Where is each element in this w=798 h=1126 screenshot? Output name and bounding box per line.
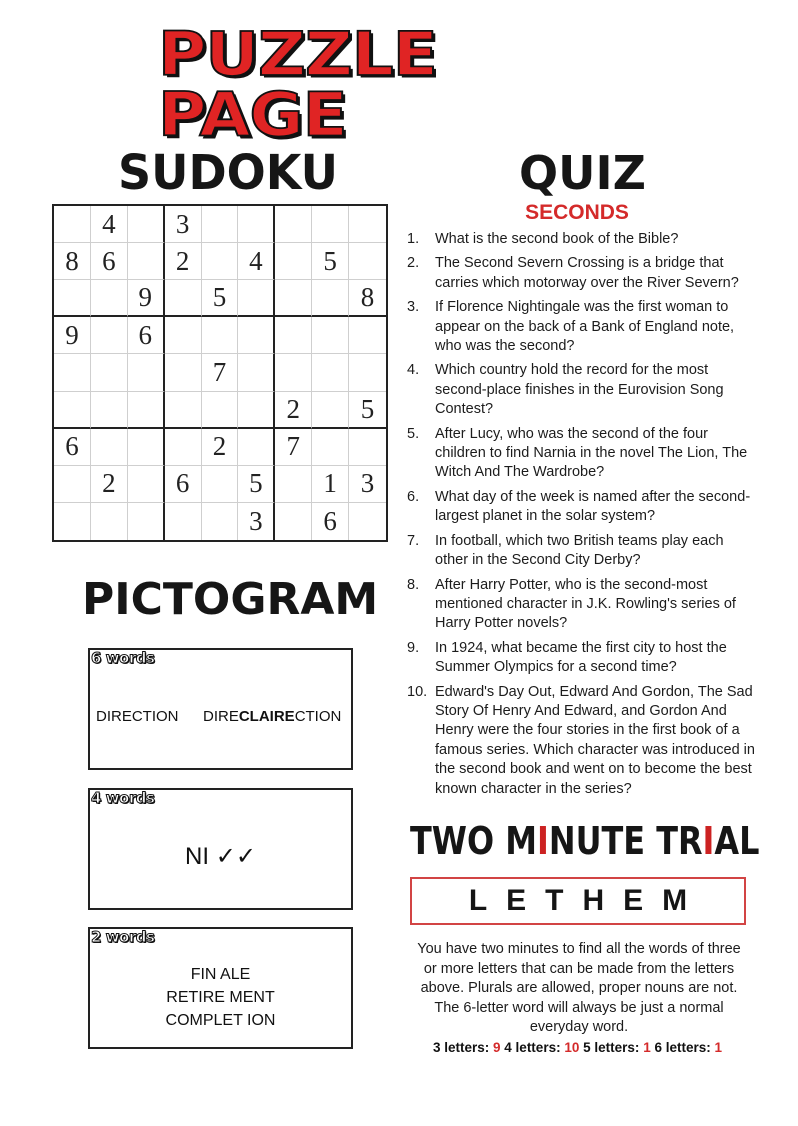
question-number: 9.	[407, 639, 420, 656]
sudoku-cell	[349, 317, 386, 354]
question-number: 2.	[407, 255, 420, 272]
sudoku-cell: 4	[91, 206, 128, 243]
quiz-question	[407, 298, 757, 356]
sudoku-cell	[238, 354, 275, 391]
sudoku-cell	[349, 206, 386, 243]
sudoku-cell	[202, 243, 239, 280]
sudoku-cell	[202, 317, 239, 354]
sudoku-cell	[91, 503, 128, 540]
sudoku-cell	[91, 354, 128, 391]
pictogram-tag: 4 words	[91, 789, 155, 807]
sudoku-cell	[54, 392, 91, 429]
question-text: Edward's Day Out, Edward And Gordon, The Sad Story Of Henry And Edward, and Gordon And Henry were the four stories in the first book of a famous series. Which character was introduced in the second book and went on to become the best known character in the series?	[435, 683, 755, 797]
sudoku-cell	[54, 280, 91, 317]
sudoku-cell	[91, 429, 128, 466]
sudoku-cell: 6	[54, 429, 91, 466]
pictogram-clue-line: COMPLET ION	[165, 1012, 276, 1029]
sudoku-cell	[312, 429, 349, 466]
sudoku-cell: 6	[312, 503, 349, 540]
sudoku-cell	[312, 206, 349, 243]
page-title: PUZZLE PAGE	[158, 18, 437, 151]
pictogram-puzzle-1	[88, 648, 353, 770]
pictogram-tag: 6 words	[91, 649, 155, 667]
hourglass-icon: I	[702, 819, 715, 863]
sudoku-cell	[128, 466, 165, 503]
sudoku-cell: 2	[202, 429, 239, 466]
sudoku-cell: 6	[165, 466, 202, 503]
sudoku-cell	[54, 466, 91, 503]
count-label: 5 letters:	[583, 1040, 640, 1055]
count-value: 1	[714, 1040, 723, 1055]
title-part: AL	[714, 819, 760, 863]
sudoku-cell: 2	[165, 243, 202, 280]
quiz-question	[407, 230, 757, 249]
quiz-question	[407, 576, 757, 634]
quiz-title: QUIZ	[519, 146, 646, 200]
sudoku-cell: 9	[54, 317, 91, 354]
title-part: TWO M	[410, 819, 537, 863]
pictogram-puzzle-2	[88, 788, 353, 910]
sudoku-cell	[202, 206, 239, 243]
sudoku-cell	[165, 392, 202, 429]
sudoku-cell	[165, 429, 202, 466]
question-number: 5.	[407, 425, 420, 442]
sudoku-cell	[275, 206, 312, 243]
sudoku-cell: 6	[91, 243, 128, 280]
sudoku-cell	[275, 466, 312, 503]
sudoku-cell	[349, 354, 386, 391]
sudoku-cell: 5	[312, 243, 349, 280]
quiz-question-list	[407, 230, 757, 804]
pictogram-clue-line: FIN ALE	[190, 966, 251, 983]
title-part: NUTE TR	[548, 819, 703, 863]
question-text: What day of the week is named after the second-largest planet in the solar system?	[435, 488, 751, 525]
sudoku-cell	[128, 354, 165, 391]
two-minute-trial-title	[410, 819, 760, 863]
sudoku-cell	[349, 243, 386, 280]
pictogram-clue-right	[203, 708, 341, 725]
sudoku-cell: 7	[202, 354, 239, 391]
quiz-question	[407, 425, 757, 483]
sudoku-cell	[202, 466, 239, 503]
question-text: The Second Severn Crossing is a bridge that carries which motorway over the River Severn?	[435, 255, 739, 291]
sudoku-cell: 3	[165, 206, 202, 243]
quiz-question	[407, 254, 757, 293]
sudoku-cell: 2	[275, 392, 312, 429]
sudoku-cell	[165, 317, 202, 354]
question-text: In football, which two British teams play each other in the Second City Derby?	[435, 532, 724, 569]
sudoku-cell: 8	[349, 280, 386, 317]
count-value: 1	[643, 1040, 651, 1055]
pictogram-puzzle-3	[88, 927, 353, 1049]
sudoku-cell	[165, 503, 202, 540]
pictogram-clue: NI ✓✓	[185, 843, 256, 870]
sudoku-cell	[128, 503, 165, 540]
question-text: After Harry Potter, who is the second-most mentioned character in J.K. Rowling's series of Harry Potter novels?	[435, 576, 736, 632]
quiz-subtitle: SECONDS	[525, 201, 629, 224]
sudoku-cell	[165, 280, 202, 317]
sudoku-cell: 3	[238, 503, 275, 540]
letters-box	[410, 877, 746, 925]
question-text: What is the second book of the Bible?	[435, 231, 679, 247]
sudoku-cell	[312, 317, 349, 354]
pictogram-clue-list	[90, 963, 351, 1032]
quiz-question	[407, 639, 757, 678]
sudoku-cell	[91, 317, 128, 354]
sudoku-cell	[54, 354, 91, 391]
sudoku-cell: 4	[238, 243, 275, 280]
pictogram-clue-line: RETIRE MENT	[166, 989, 275, 1006]
question-text: Which country hold the record for the most second-place finishes in the Eurovision Song Contest?	[435, 362, 724, 418]
puzzle-letters: LETHEM	[468, 884, 707, 917]
count-label: 3 letters:	[432, 1040, 490, 1055]
sudoku-cell: 2	[91, 466, 128, 503]
pictogram-clue-left: DIRECTION	[96, 708, 179, 725]
sudoku-cell: 5	[238, 466, 275, 503]
sudoku-cell	[54, 503, 91, 540]
sudoku-cell	[202, 503, 239, 540]
sudoku-cell: 3	[349, 466, 386, 503]
sudoku-cell	[165, 354, 202, 391]
sudoku-cell	[275, 317, 312, 354]
sudoku-cell	[275, 354, 312, 391]
sudoku-cell	[349, 503, 386, 540]
question-number: 8.	[407, 576, 420, 593]
pictogram-clue-right-pre: DIRE	[203, 708, 239, 725]
sudoku-cell	[275, 503, 312, 540]
sudoku-cell	[238, 429, 275, 466]
sudoku-title: SUDOKU	[118, 143, 338, 201]
sudoku-cell	[312, 354, 349, 391]
sudoku-cell	[128, 429, 165, 466]
sudoku-cell: 5	[202, 280, 239, 317]
pictogram-title: PICTOGRAM	[82, 574, 379, 625]
sudoku-cell: 8	[54, 243, 91, 280]
sudoku-cell	[54, 206, 91, 243]
sudoku-cell	[128, 243, 165, 280]
two-minute-trial-instructions: You have two minutes to find all the words of three or more letters that can be made from the letters above. Plurals are allowed, proper nouns are not. The 6-letter word will always be just a normal everyday word.	[417, 941, 741, 1035]
sudoku-cell	[312, 280, 349, 317]
sudoku-cell: 7	[275, 429, 312, 466]
question-number: 10.	[407, 683, 428, 700]
quiz-question	[407, 532, 757, 571]
sudoku-cell: 9	[128, 280, 165, 317]
quiz-question	[407, 361, 757, 419]
sudoku-cell	[128, 392, 165, 429]
sudoku-cell	[202, 392, 239, 429]
question-number: 4.	[407, 362, 420, 379]
question-text: In 1924, what became the first city to host the Summer Olympics for a second time?	[435, 639, 727, 676]
sudoku-cell: 5	[349, 392, 386, 429]
count-value: 9	[493, 1040, 501, 1055]
sudoku-cell	[275, 243, 312, 280]
quiz-question	[407, 683, 757, 799]
sudoku-cell	[238, 392, 275, 429]
sudoku-cell	[312, 392, 349, 429]
sudoku-cell	[238, 280, 275, 317]
sudoku-cell	[238, 206, 275, 243]
hourglass-icon: I	[536, 819, 549, 863]
question-number: 3.	[407, 299, 420, 316]
count-label: 6 letters:	[654, 1040, 711, 1055]
pictogram-clue-right-post: CTION	[294, 708, 342, 725]
question-number: 1.	[407, 231, 420, 247]
sudoku-cell	[349, 429, 386, 466]
question-number: 6.	[407, 488, 420, 505]
sudoku-cell	[91, 280, 128, 317]
question-text: After Lucy, who was the second of the four children to find Narnia in the novel The Lion, The Witch And The Wardrobe?	[435, 425, 748, 481]
sudoku-cell	[91, 392, 128, 429]
question-number: 7.	[407, 532, 420, 549]
sudoku-cell	[238, 317, 275, 354]
sudoku-cell	[128, 206, 165, 243]
pictogram-tag: 2 words	[91, 928, 155, 946]
sudoku-cell: 1	[312, 466, 349, 503]
count-label: 4 letters:	[504, 1040, 561, 1055]
sudoku-cell	[275, 280, 312, 317]
sudoku-cell: 6	[128, 317, 165, 354]
pictogram-clue-right-bold: CLAIRE	[238, 708, 295, 725]
question-text: If Florence Nightingale was the first woman to appear on the back of a Bank of England note, who was the second?	[435, 299, 735, 355]
quiz-question	[407, 488, 757, 527]
count-value: 10	[564, 1040, 580, 1055]
word-counts	[405, 1040, 750, 1055]
sudoku-grid	[52, 204, 388, 542]
